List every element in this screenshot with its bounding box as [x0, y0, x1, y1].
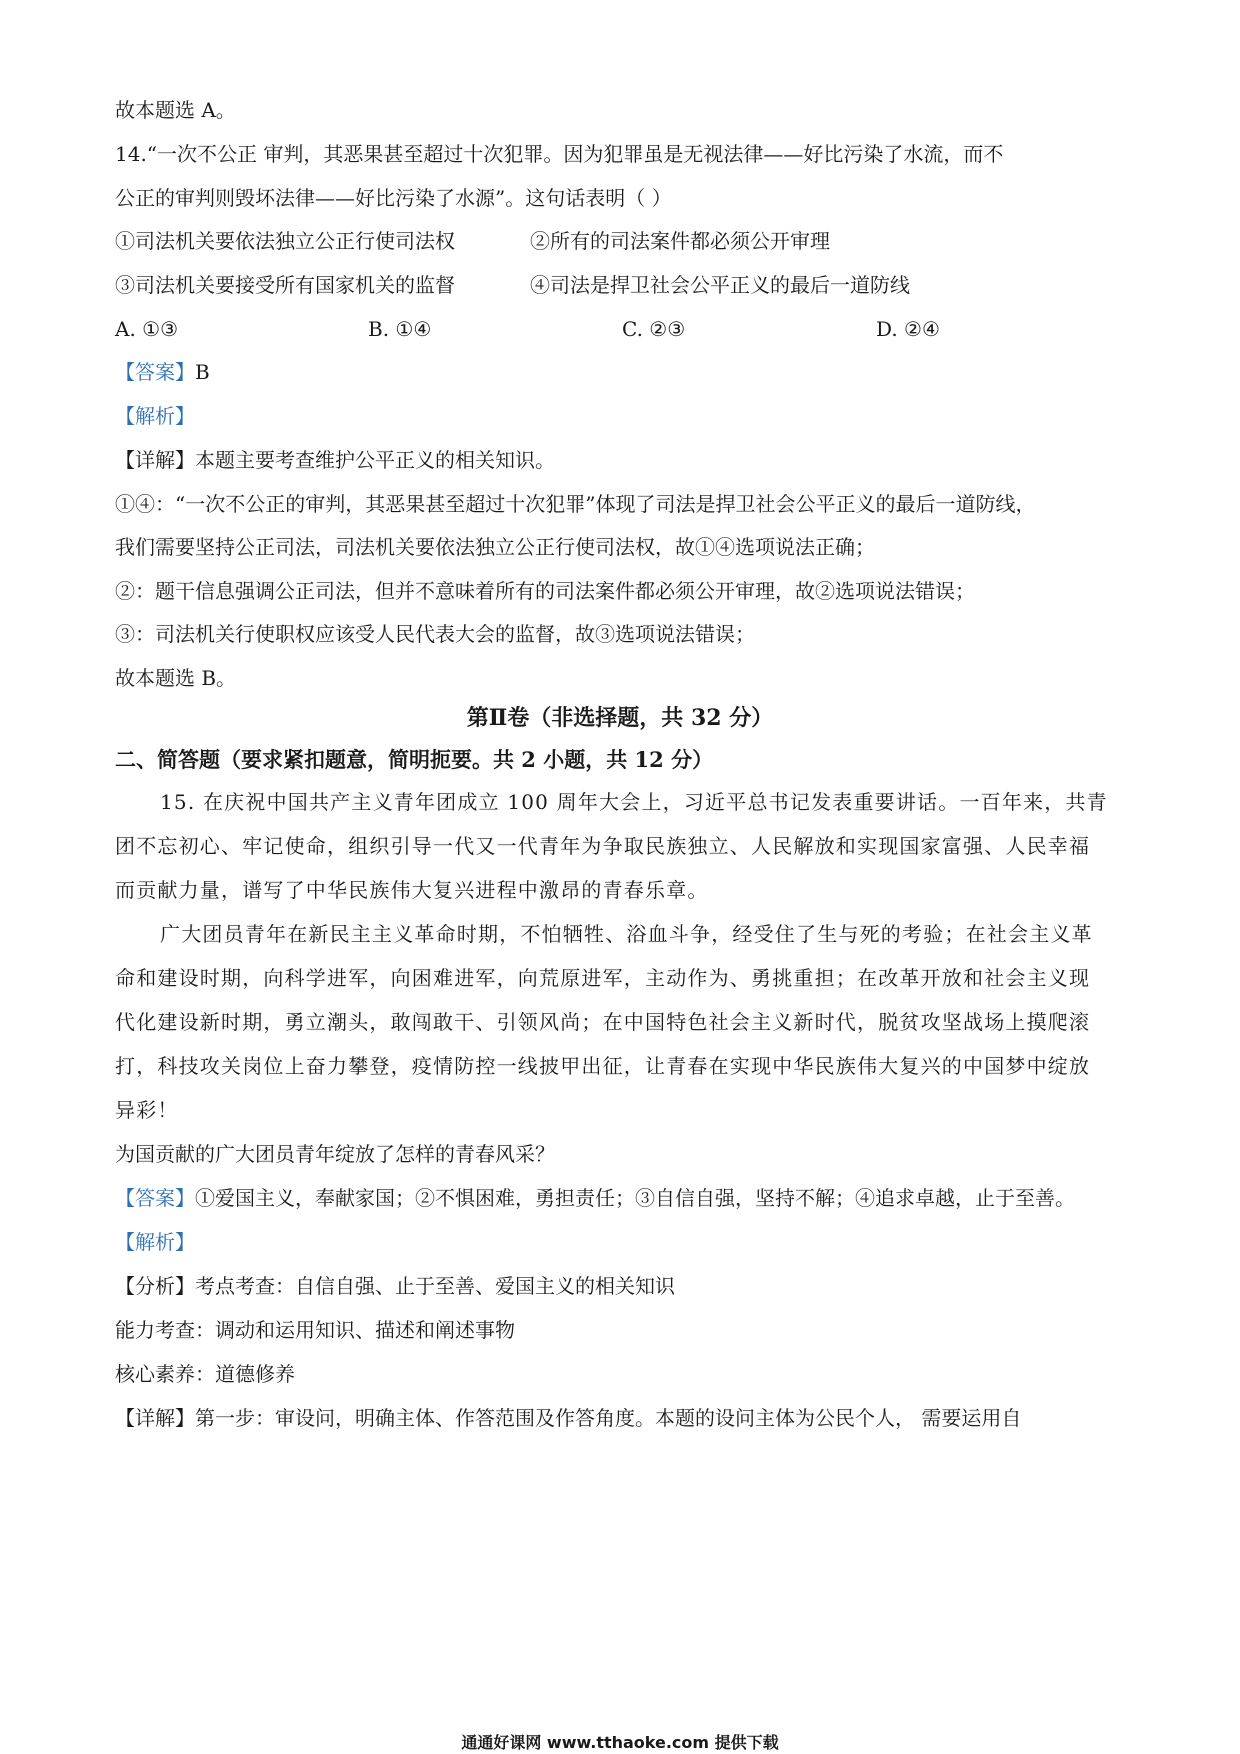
q14-option-d: D. ②④: [876, 317, 940, 341]
q15-core: 核心素养：道德修养: [115, 1362, 295, 1386]
q15-ability: 能力考查：调动和运用知识、描述和阐述事物: [115, 1318, 515, 1342]
q15-answer: [115, 1184, 1125, 1212]
section-subtitle: 二、简答题（要求紧扣题意，简明扼要。共 2 小题，共 12 分）: [115, 747, 714, 772]
answer-tag: 【答案】: [115, 360, 195, 384]
q15-para1-line-3: 而贡献力量，谱写了中华民族伟大复兴进程中激昂的青春乐章。: [115, 878, 709, 902]
answer-tag: 【答案】: [115, 1186, 195, 1210]
q15-analysis-tag: 【解析】: [115, 1230, 195, 1254]
q14-option-b: B. ①④: [368, 317, 432, 341]
q15-para1-line-1: 15. 在庆祝中国共产主义青年团成立 100 周年大会上，习近平总书记发表重要讲话。一百年来，共青: [160, 790, 1108, 814]
q14-explanation-4: ③：司法机关行使职权应该受人民代表大会的监督，故③选项说法错误；: [115, 622, 755, 646]
q14-analysis-tag: 【解析】: [115, 404, 195, 428]
q15-para1-line-2: 团不忘初心、牢记使命，组织引导一代又一代青年为争取民族独立、人民解放和实现国家富强、人民幸福: [115, 834, 1091, 858]
q15-para2-line-3: 代化建设新时期，勇立潮头，敢闯敢干、引领风尚；在中国特色社会主义新时代，脱贫攻坚战场上摸爬滚: [115, 1010, 1091, 1034]
q14-detail: 【详解】本题主要考查维护公平正义的相关知识。: [115, 448, 555, 472]
answer-value: ①爱国主义，奉献家国；②不惧困难，勇担责任；③自信自强，坚持不解；④追求卓越，止于至善。: [195, 1186, 1075, 1210]
q15-question: 为国贡献的广大团员青年绽放了怎样的青春风采？: [115, 1142, 555, 1166]
q15-para2-line-1: 广大团员青年在新民主主义革命时期，不怕牺牲、浴血斗争，经受住了生与死的考验；在社会主义革: [160, 922, 1093, 946]
q14-item-3: ③司法机关要接受所有国家机关的监督: [115, 273, 455, 297]
q14-answer: [115, 358, 1125, 386]
q14-explanation-1: ①④：“一次不公正的审判，其恶果甚至超过十次犯罪”体现了司法是捍卫社会公平正义的最后一道防线，: [115, 492, 1036, 516]
q14-item-1: ①司法机关要依法独立公正行使司法权: [115, 229, 455, 253]
q15-fenxi: 【分析】考点考查：自信自强、止于至善、爱国主义的相关知识: [115, 1274, 675, 1298]
q15-para2-line-5: 异彩！: [115, 1098, 179, 1122]
q14-conclusion: 故本题选 B。: [115, 666, 237, 690]
section-title: 第Ⅱ卷（非选择题，共 32 分）: [466, 705, 774, 731]
q15-para2-line-4: 打，科技攻关岗位上奋力攀登，疫情防控一线披甲出征，让青春在实现中华民族伟大复兴的中国梦中绽放: [115, 1054, 1091, 1078]
q14-explanation-3: ②：题干信息强调公正司法，但并不意味着所有的司法案件都必须公开审理，故②选项说法错误；: [115, 579, 975, 603]
q14-stem-line-1: 14.“一次不公正 审判，其恶果甚至超过十次犯罪。因为犯罪虽是无视法律——好比污染了水流，而不: [115, 142, 1004, 166]
conclusion-prev: 故本题选 A。: [115, 98, 236, 122]
q15-detail: 【详解】第一步：审设问，明确主体、作答范围及作答角度。本题的设问主体为公民个人， 需要运用自: [115, 1406, 1022, 1430]
q14-option-c: C. ②③: [622, 317, 686, 341]
q14-item-2: ②所有的司法案件都必须公开审理: [530, 229, 830, 253]
answer-value: B: [195, 360, 210, 384]
q15-para2-line-2: 命和建设时期，向科学进军，向困难进军，向荒原进军，主动作为、勇挑重担；在改革开放和社会主义现: [115, 966, 1091, 990]
q14-stem-line-2: 公正的审判则毁坏法律——好比污染了水源”。这句话表明（ ）: [115, 186, 672, 210]
q14-explanation-2: 我们需要坚持公正司法，司法机关要依法独立公正行使司法权，故①④选项说法正确；: [115, 535, 875, 559]
q14-item-4: ④司法是捍卫社会公平正义的最后一道防线: [530, 273, 910, 297]
q14-option-a: A. ①③: [115, 317, 179, 341]
footer-watermark: 通通好课网 www.tthaoke.com 提供下载: [461, 1733, 779, 1752]
